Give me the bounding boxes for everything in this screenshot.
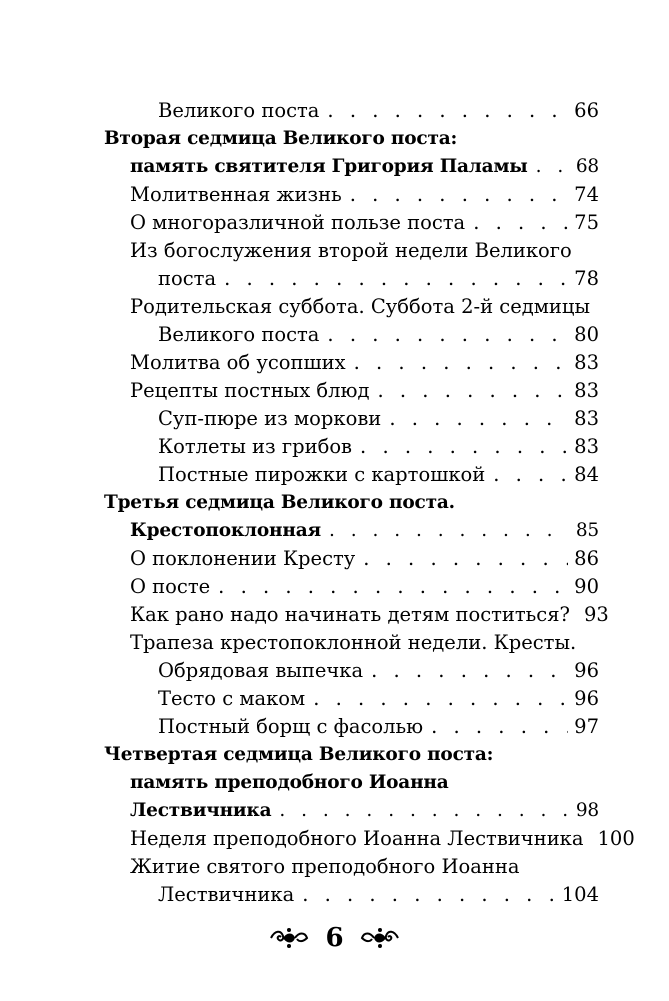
toc-line[interactable]	[130, 600, 609, 630]
right-flourish-ornament-icon	[360, 926, 400, 950]
toc-entry-title: Молитвенная жизнь	[130, 183, 342, 206]
toc-page-number: 97	[574, 715, 599, 738]
toc-line[interactable]	[158, 712, 599, 742]
toc-section-title: Лествичника	[130, 800, 272, 821]
page-number: 6	[325, 923, 344, 953]
toc-section-heading	[130, 768, 449, 798]
toc-entry-title: О многоразличной пользе поста	[130, 211, 466, 234]
toc-line[interactable]	[130, 544, 599, 574]
toc-line[interactable]	[130, 152, 599, 182]
toc-section-title: Четвертая седмица Великого поста:	[104, 744, 494, 765]
leader-dots	[473, 208, 568, 238]
toc-page-number: 84	[574, 463, 599, 486]
toc-entry-title: Молитва об усопших	[130, 351, 346, 374]
toc-line[interactable]	[130, 292, 590, 322]
toc-entry-title: Постные пирожки с картошкой	[158, 463, 486, 486]
leader-dots	[354, 348, 569, 378]
toc-entry-title: Обрядовая выпечка	[158, 659, 364, 682]
toc-section-title: Крестопоклонная	[130, 520, 321, 541]
toc-page-number: 68	[575, 156, 599, 177]
toc-section-title: память преподобного Иоанна	[130, 772, 449, 793]
leader-dots	[389, 404, 568, 434]
toc-line[interactable]	[158, 432, 599, 462]
toc-line[interactable]	[130, 796, 599, 826]
toc-line[interactable]	[158, 880, 599, 910]
leader-dots	[378, 376, 569, 406]
toc-line[interactable]	[130, 236, 572, 266]
toc-page-number: 83	[574, 379, 599, 402]
toc-page-number: 100	[597, 827, 635, 850]
toc-entry-title: Из богослужения второй недели Великого	[130, 239, 572, 262]
leader-dots	[363, 544, 568, 574]
toc-entry-title: Житие святого преподобного Иоанна	[130, 855, 520, 878]
toc-page-number: 86	[574, 547, 599, 570]
toc-entry-title: Лествичника	[158, 883, 295, 906]
toc-line[interactable]	[130, 852, 519, 882]
toc-page-number: 66	[574, 99, 599, 122]
toc-entry-title: Неделя преподобного Иоанна Лествичника	[130, 827, 584, 850]
toc-line[interactable]	[158, 656, 599, 686]
toc-entry-title: Великого поста	[158, 323, 320, 346]
toc-section-heading	[104, 124, 457, 154]
toc-page-number: 98	[575, 800, 599, 821]
toc-entry-title: Суп-пюре из моркови	[158, 407, 382, 430]
toc-entry-title: Трапеза крестопоклонной недели. Кресты.	[130, 631, 577, 654]
toc-page-number: 80	[574, 323, 599, 346]
leader-dots	[302, 880, 556, 910]
leader-dots	[279, 796, 569, 826]
toc-entry-title: Великого поста	[158, 99, 320, 122]
leader-dots	[431, 712, 568, 742]
leader-dots	[313, 684, 568, 714]
toc-entry-title: Рецепты постных блюд	[130, 379, 370, 402]
toc-line[interactable]	[130, 824, 635, 854]
leader-dots	[371, 656, 568, 686]
toc-page-number: 104	[561, 883, 599, 906]
leader-dots	[536, 152, 570, 182]
toc-entry-title: Как рано надо начинать детям поститься?	[130, 603, 570, 626]
toc-page-number: 75	[574, 211, 599, 234]
toc-line[interactable]	[158, 404, 599, 434]
toc-line[interactable]	[130, 348, 599, 378]
toc-line[interactable]	[130, 572, 599, 602]
toc-entry-title: поста	[158, 267, 217, 290]
toc-page-number: 96	[574, 687, 599, 710]
toc-line[interactable]	[130, 516, 599, 546]
leader-dots	[493, 460, 568, 490]
toc-section-heading	[104, 740, 493, 770]
toc-line[interactable]	[130, 628, 576, 658]
leader-dots	[350, 180, 568, 210]
leader-dots	[329, 516, 570, 546]
toc-page-number: 83	[574, 407, 599, 430]
toc-entry-title: Родительская суббота. Суббота 2-й седмицы	[130, 295, 590, 318]
toc-entry-title: О поклонении Кресту	[130, 547, 356, 570]
toc-entry-title: Постный борщ с фасолью	[158, 715, 424, 738]
toc-line[interactable]	[158, 264, 599, 294]
left-flourish-ornament-icon	[269, 926, 309, 950]
leader-dots	[224, 264, 568, 294]
toc-section-title: Третья седмица Великого поста.	[104, 492, 455, 513]
toc-entry-title: Котлеты из грибов	[158, 435, 353, 458]
toc-page-number: 96	[574, 659, 599, 682]
toc-line[interactable]	[130, 208, 599, 238]
page-footer	[0, 918, 669, 958]
toc-page-number: 85	[575, 520, 599, 541]
toc-page-number: 90	[574, 575, 599, 598]
toc-page-number: 74	[574, 183, 599, 206]
toc-line[interactable]	[130, 180, 599, 210]
leader-dots	[218, 572, 568, 602]
toc-page-number: 93	[583, 603, 609, 626]
leader-dots	[327, 96, 568, 126]
toc-section-title: Вторая седмица Великого поста:	[104, 128, 458, 149]
toc-line[interactable]	[130, 376, 599, 406]
toc-entry-title: Тесто с маком	[158, 687, 306, 710]
toc-section-title: память святителя Григория Паламы	[130, 156, 528, 177]
toc-section-heading	[104, 488, 455, 518]
leader-dots	[360, 432, 568, 462]
toc-line[interactable]	[158, 320, 599, 350]
toc-page-number: 83	[574, 351, 599, 374]
toc-line[interactable]	[158, 460, 599, 490]
leader-dots	[327, 320, 568, 350]
toc-line[interactable]	[158, 96, 599, 126]
toc-entry-title: О посте	[130, 575, 211, 598]
toc-line[interactable]	[158, 684, 599, 714]
toc-page-number: 83	[574, 435, 599, 458]
toc-page-number: 78	[574, 267, 599, 290]
